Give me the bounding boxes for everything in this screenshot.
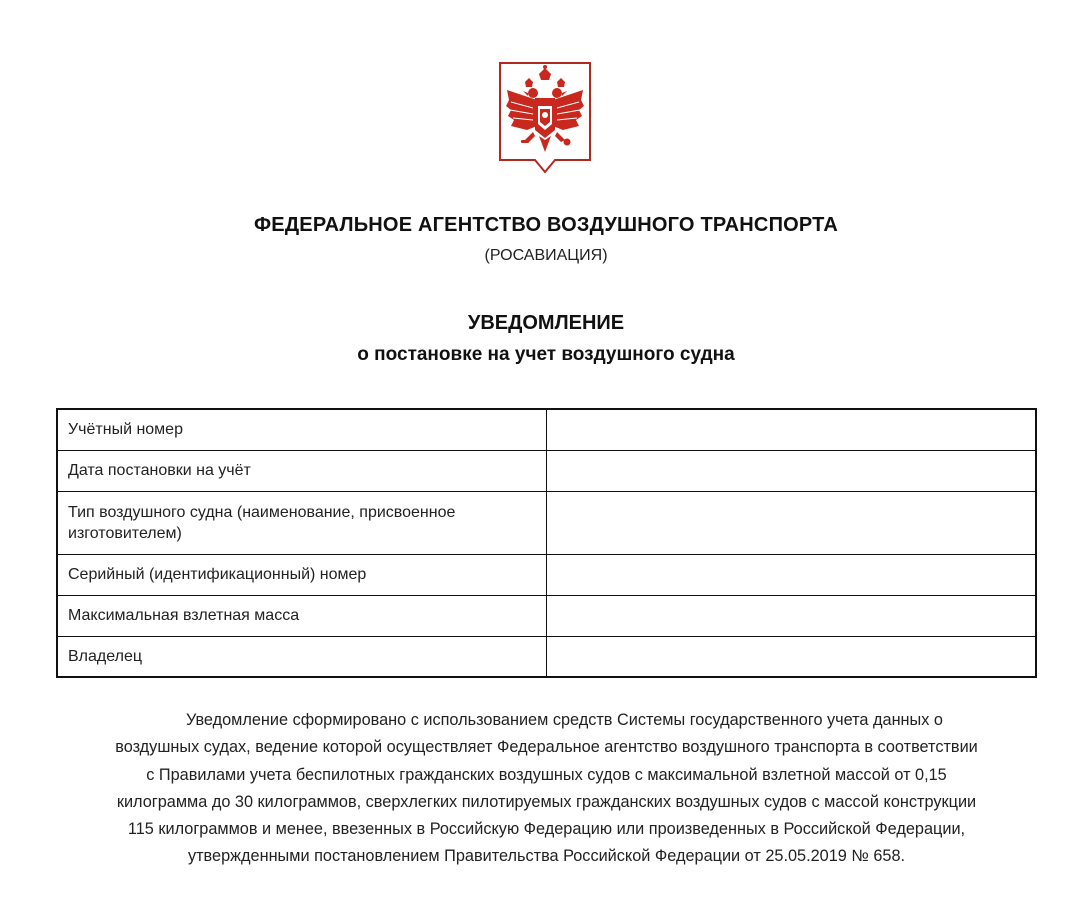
field-value-owner	[546, 636, 1036, 677]
field-label-registration-number: Учётный номер	[57, 409, 546, 450]
notice-line: воздушных судах, ведение которой осуществляет Федеральное агентство воздушного транспорта в соответствии	[115, 738, 978, 757]
field-label-serial-number: Серийный (идентификационный) номер	[57, 554, 546, 595]
table-row	[57, 636, 1036, 677]
field-value-max-takeoff-mass	[546, 595, 1036, 636]
field-value-registration-number	[546, 409, 1036, 450]
document-subtitle: о постановке на учет воздушного судна	[357, 344, 735, 365]
field-value-aircraft-type	[546, 491, 1036, 554]
notice-line: с Правилами учета беспилотных гражданских воздушных судов с максимальной взлетной массой от 0,15	[146, 765, 947, 784]
field-value-serial-number	[546, 554, 1036, 595]
field-value-registration-date	[546, 450, 1036, 491]
table-row	[57, 595, 1036, 636]
registration-table	[56, 408, 1037, 678]
agency-short-name: (РОСАВИАЦИЯ)	[484, 247, 608, 264]
table-row	[57, 491, 1036, 554]
field-label-max-takeoff-mass: Максимальная взлетная масса	[57, 595, 546, 636]
field-label-aircraft-type: Тип воздушного судна (наименование, присвоенное изготовителем)	[57, 491, 546, 554]
document-title: УВЕДОМЛЕНИЕ	[467, 312, 625, 334]
notice-line: килограмма до 30 килограммов, сверхлегких пилотируемых гражданских воздушных судов с массой конструкции	[116, 792, 977, 811]
notice-line: Уведомление сформировано с использованием средств Системы государственного учета данных о	[186, 711, 943, 729]
table-row	[57, 409, 1036, 450]
field-label-registration-date: Дата постановки на учёт	[57, 450, 546, 491]
notice-line: утвержденными постановлением Правительства Российской Федерации от 25.05.2019 № 658.	[187, 847, 906, 866]
notice-line: 115 килограммов и менее, ввезенных в Российскую Федерацию или произведенных в Российской Федерации,	[127, 820, 966, 839]
notice-paragraph	[56, 707, 1037, 871]
field-label-owner: Владелец	[57, 636, 546, 677]
table-row	[57, 554, 1036, 595]
agency-title: ФЕДЕРАЛЬНОЕ АГЕНТСТВО ВОЗДУШНОГО ТРАНСПОРТА	[254, 214, 838, 236]
table-row	[57, 450, 1036, 491]
coat-of-arms-icon	[497, 60, 593, 176]
